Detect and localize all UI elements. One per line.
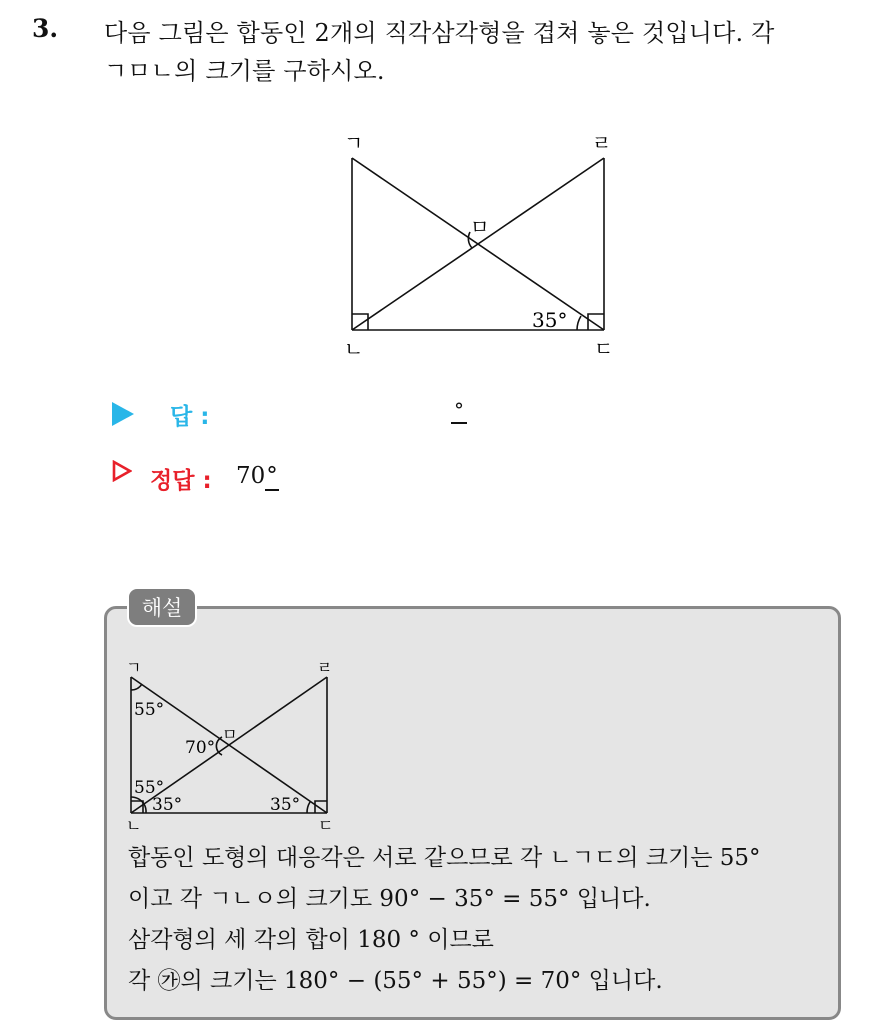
correct-value bbox=[236, 463, 279, 491]
explanation-text bbox=[128, 838, 838, 1002]
fig-label-n: ㄴ bbox=[344, 337, 364, 361]
question-number: 3. bbox=[32, 14, 59, 43]
answer-marker bbox=[112, 396, 134, 432]
fig-label-d: ㄷ bbox=[594, 337, 614, 361]
exp-fig-label-m: ㅁ bbox=[222, 725, 238, 744]
question-text bbox=[104, 14, 864, 90]
exp-angle-left-lower: 35° bbox=[152, 795, 183, 815]
question-line-1: 다음 그림은 합동인 2개의 직각삼각형을 겹쳐 놓은 것입니다. 각 bbox=[104, 19, 775, 47]
question-line-2: ㄱㅁㄴ의 크기를 구하시오. bbox=[104, 57, 385, 85]
answer-unit: ° bbox=[451, 398, 467, 424]
exp-angle-left-upper: 55° bbox=[134, 778, 165, 798]
explanation-line-3: 삼각형의 세 각의 합이 180 ° 이므로 bbox=[128, 927, 494, 953]
fig-label-r: ㄹ bbox=[592, 131, 612, 155]
explanation-line-1: 합동인 도형의 대응각은 서로 같으므로 각 ㄴㄱㄷ의 크기는 55° bbox=[128, 845, 761, 871]
fig-angle-35: 35° bbox=[532, 308, 568, 332]
exp-angle-top: 55° bbox=[134, 700, 165, 720]
explanation-line-4: 각 ㉮의 크기는 180° − (55° + 55°) = 70° 입니다. bbox=[128, 968, 663, 994]
correct-triangle-icon bbox=[112, 460, 132, 482]
fig-label-m: ㅁ bbox=[470, 215, 490, 239]
correct-marker bbox=[112, 460, 132, 482]
explanation-tag: 해설 bbox=[127, 587, 197, 627]
exp-fig-label-d: ㄷ bbox=[318, 816, 334, 835]
correct-number: 70 bbox=[236, 463, 266, 489]
explanation-figure bbox=[0, 655, 884, 835]
correct-label: 정답 : bbox=[150, 468, 212, 494]
exp-angle-center: 70° bbox=[185, 738, 216, 758]
exp-fig-label-g: ㄱ bbox=[126, 658, 142, 677]
answer-label: 답 : bbox=[170, 404, 210, 430]
correct-unit: ° bbox=[266, 463, 278, 489]
explanation-line-2: 이고 각 ㄱㄴㅇ의 크기도 90° − 35° = 55° 입니다. bbox=[128, 886, 651, 912]
exp-fig-label-n: ㄴ bbox=[126, 816, 142, 835]
answer-blank[interactable] bbox=[451, 398, 467, 424]
answer-triangle-icon bbox=[112, 402, 134, 426]
fig-label-g: ㄱ bbox=[344, 131, 364, 155]
exp-fig-label-r: ㄹ bbox=[317, 658, 333, 677]
exp-angle-right: 35° bbox=[270, 795, 301, 815]
